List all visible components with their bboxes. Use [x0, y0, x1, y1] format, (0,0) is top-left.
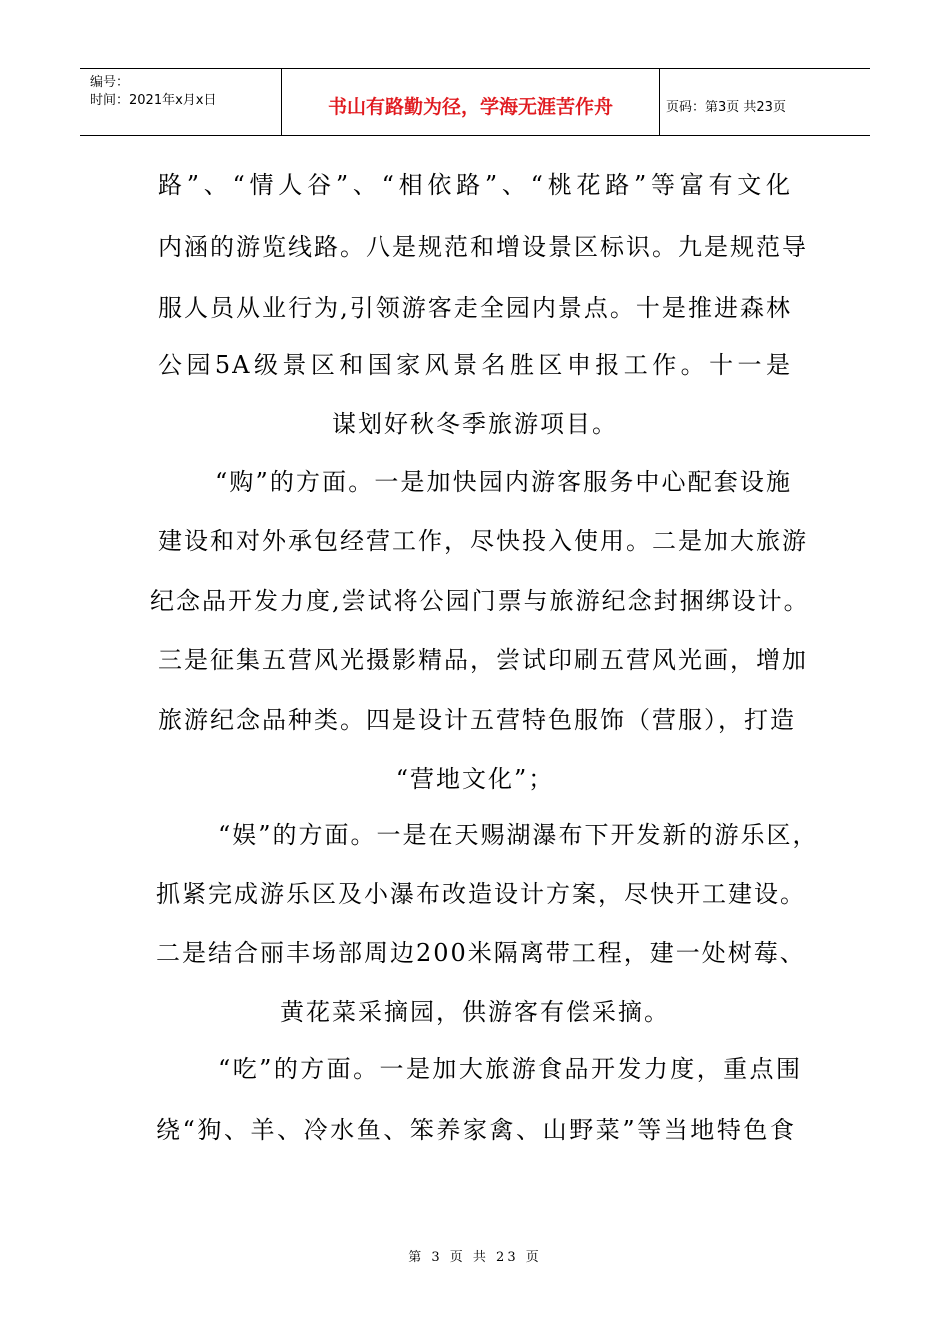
page-header [80, 68, 870, 136]
body-line: 黄花菜采摘园，供游客有偿采摘。 [280, 998, 670, 1026]
header-motto: 书山有路勤为径，学海无涯苦作舟 [282, 69, 660, 135]
document-number-label: 编号： [90, 75, 130, 90]
body-line: “购”的方面。一是加快园内游客服务中心配套设施 [215, 468, 792, 496]
body-line: 二是结合丽丰场部周边200米隔离带工程，建一处树莓、 [156, 939, 806, 967]
body-line: 纪念品开发力度,尝试将公园门票与旅游纪念封捆绑设计。 [150, 587, 810, 615]
body-line: 旅游纪念品种类。四是设计五营特色服饰（营服），打造 [158, 706, 796, 734]
header-meta [80, 69, 282, 135]
body-line: 建设和对外承包经营工作，尽快投入使用。二是加大旅游 [158, 527, 808, 555]
body-line: 内涵的游览线路。八是规范和增设景区标识。九是规范导 [158, 233, 808, 261]
body-line: “营地文化”； [395, 765, 555, 793]
body-line: 公园5A级景区和国家风景名胜区申报工作。十一是 [158, 351, 792, 379]
header-page-info: 页码：第3页 共23页 [666, 99, 786, 115]
body-line: 抓紧完成游乐区及小瀑布改造设计方案，尽快开工建设。 [156, 880, 806, 908]
document-time-label: 时间：2021年x月x日 [90, 93, 217, 108]
page-footer: 第 3 页 共 23 页 [408, 1250, 542, 1265]
body-line: 谋划好秋冬季旅游项目。 [332, 410, 618, 438]
body-line: 三是征集五营风光摄影精品，尝试印刷五营风光画，增加 [158, 646, 808, 674]
body-line: 绕“狗、羊、冷水鱼、笨养家禽、山野菜”等当地特色食 [156, 1116, 796, 1144]
body-line: “吃”的方面。一是加大旅游食品开发力度，重点围 [218, 1055, 802, 1083]
body-line: 服人员从业行为,引领游客走全园内景点。十是推进森林 [158, 294, 792, 322]
body-line: 路”、“情人谷”、“相依路”、“桃花路”等富有文化 [158, 171, 792, 199]
body-line: “娱”的方面。一是在天赐湖瀑布下开发新的游乐区， [218, 821, 819, 849]
